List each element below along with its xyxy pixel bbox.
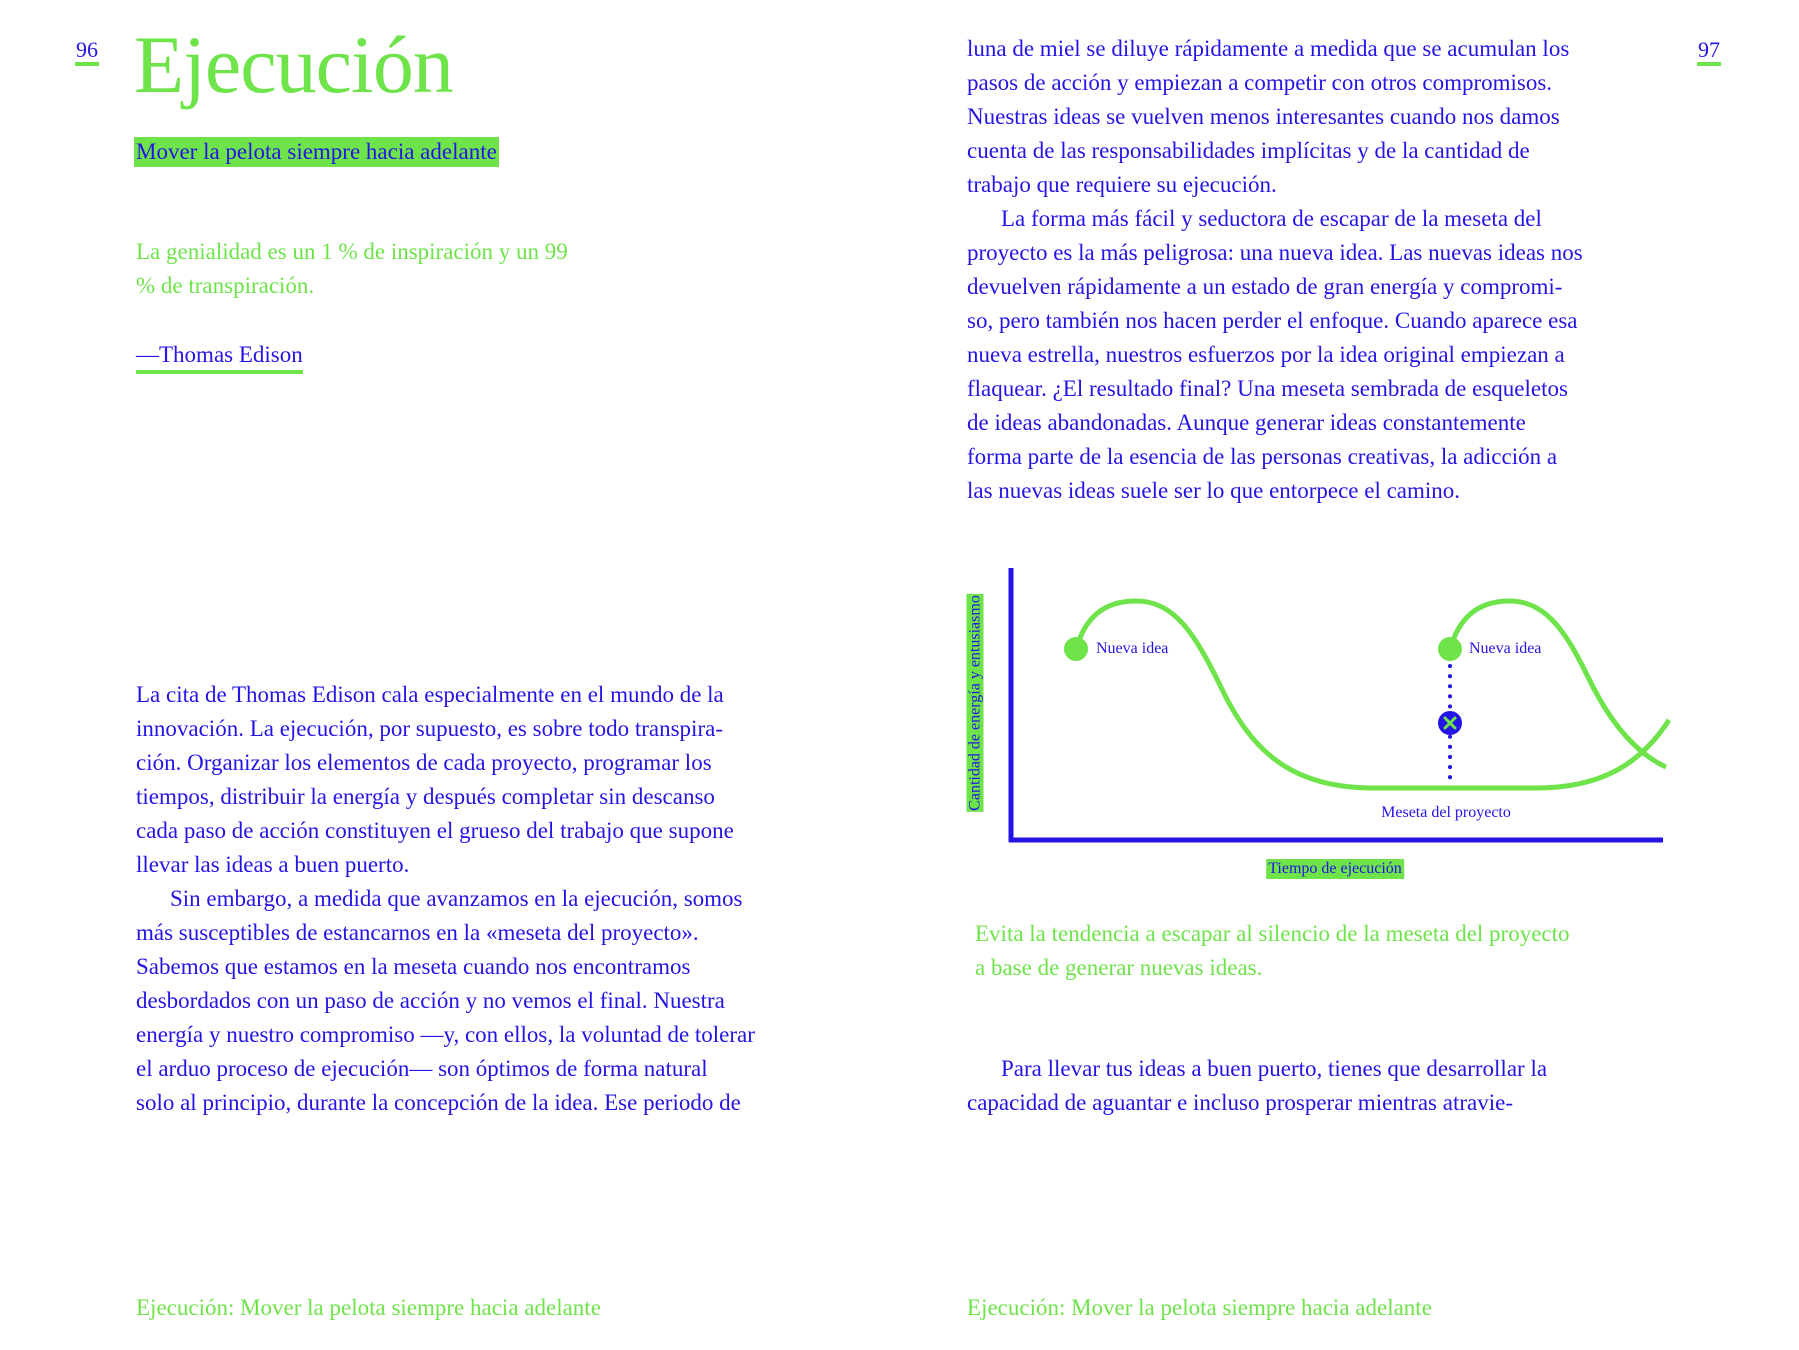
right-body-text <box>967 32 1583 508</box>
quote-author: —Thomas Edison <box>136 340 303 374</box>
energy-curve-original <box>1076 601 1669 788</box>
text-line: ción. Organizar los elementos de cada proyecto, programar los <box>136 750 712 775</box>
text-line: tiempos, distribuir la energía y después completar sin descanso <box>136 784 715 809</box>
closing-paragraph <box>967 1052 1547 1120</box>
page-number-right: 97 <box>1697 38 1721 66</box>
epigraph-quote <box>136 235 568 303</box>
text-line: so, pero también nos hacen perder el enfoque. Cuando aparece esa <box>967 308 1578 333</box>
text-line: innovación. La ejecución, por supuesto, es sobre todo transpira- <box>136 716 723 741</box>
text-line: el arduo proceso de ejecución— son óptimos de forma natural <box>136 1056 708 1081</box>
running-footer-left: Ejecución: Mover la pelota siempre hacia adelante <box>136 1295 601 1320</box>
text-line: capacidad de aguantar e incluso prosperar mientras atravie- <box>967 1090 1513 1115</box>
page-number-left: 96 <box>75 38 99 66</box>
chapter-title: Ejecución <box>134 19 453 110</box>
text-line: flaquear. ¿El resultado final? Una meseta sembrada de esqueletos <box>967 376 1568 401</box>
new-idea-dot <box>1438 637 1462 661</box>
caption-line: Evita la tendencia a escapar al silencio de la meseta del proyecto <box>975 921 1570 946</box>
project-plateau-diagram <box>960 560 1680 890</box>
diagram-graphic <box>960 560 1680 890</box>
text-line: llevar las ideas a buen puerto. <box>136 852 410 877</box>
energy-curve-new-idea <box>1450 601 1666 767</box>
text-line: cuenta de las responsabilidades implícitas y de la cantidad de <box>967 138 1530 163</box>
text-line: Sin embargo, a medida que avanzamos en la ejecución, somos <box>170 886 743 911</box>
chapter-subtitle: Mover la pelota siempre hacia adelante <box>134 137 499 167</box>
text-line: Para llevar tus ideas a buen puerto, tienes que desarrollar la <box>1001 1056 1548 1081</box>
quote-line: La genialidad es un 1 % de inspiración y un 99 <box>136 239 568 264</box>
new-idea-label: Nueva idea <box>1469 640 1542 657</box>
text-line: pasos de acción y empiezan a competir con otros compromisos. <box>967 70 1553 95</box>
x-axis-label: Tiempo de ejecución <box>1268 860 1402 877</box>
running-footer-right: Ejecución: Mover la pelota siempre hacia adelante <box>967 1295 1432 1320</box>
quote-line: % de transpiración. <box>136 273 315 298</box>
text-line: luna de miel se diluye rápidamente a medida que se acumulan los <box>967 36 1570 61</box>
left-body-text <box>136 678 755 1120</box>
text-line: trabajo que requiere su ejecución. <box>967 172 1277 197</box>
text-line: La forma más fácil y seductora de escapar de la meseta del <box>1001 206 1542 231</box>
text-line: forma parte de la esencia de las personas creativas, la adicción a <box>967 444 1558 469</box>
text-line: cada paso de acción constituyen el grueso del trabajo que supone <box>136 818 734 843</box>
text-line: las nuevas ideas suele ser lo que entorpece el camino. <box>967 478 1461 503</box>
new-idea-label: Nueva idea <box>1096 640 1169 657</box>
text-line: de ideas abandonadas. Aunque generar ideas constantemente <box>967 410 1526 435</box>
plateau-label: Meseta del proyecto <box>1381 804 1511 821</box>
text-line: nueva estrella, nuestros esfuerzos por la idea original empiezan a <box>967 342 1565 367</box>
caption-line: a base de generar nuevas ideas. <box>975 955 1263 980</box>
text-line: Sabemos que estamos en la meseta cuando nos encontramos <box>136 954 691 979</box>
text-line: Nuestras ideas se vuelven menos interesantes cuando nos damos <box>967 104 1560 129</box>
text-line: proyecto es la más peligrosa: una nueva idea. Las nuevas ideas nos <box>967 240 1583 265</box>
text-line: más susceptibles de estancarnos en la «meseta del proyecto». <box>136 920 699 945</box>
new-idea-dot <box>1064 637 1088 661</box>
text-line: solo al principio, durante la concepción de la idea. Ese periodo de <box>136 1090 741 1115</box>
text-line: desbordados con un paso de acción y no vemos el final. Nuestra <box>136 988 725 1013</box>
text-line: La cita de Thomas Edison cala especialmente en el mundo de la <box>136 682 724 707</box>
y-axis-label: Cantidad de energía y entusiasmo <box>966 595 984 811</box>
text-line: devuelven rápidamente a un estado de gran energía y compromi- <box>967 274 1563 299</box>
diagram-caption <box>975 917 1570 985</box>
text-line: energía y nuestro compromiso —y, con ellos, la voluntad de tolerar <box>136 1022 755 1047</box>
abandon-x-icon <box>1438 711 1462 735</box>
